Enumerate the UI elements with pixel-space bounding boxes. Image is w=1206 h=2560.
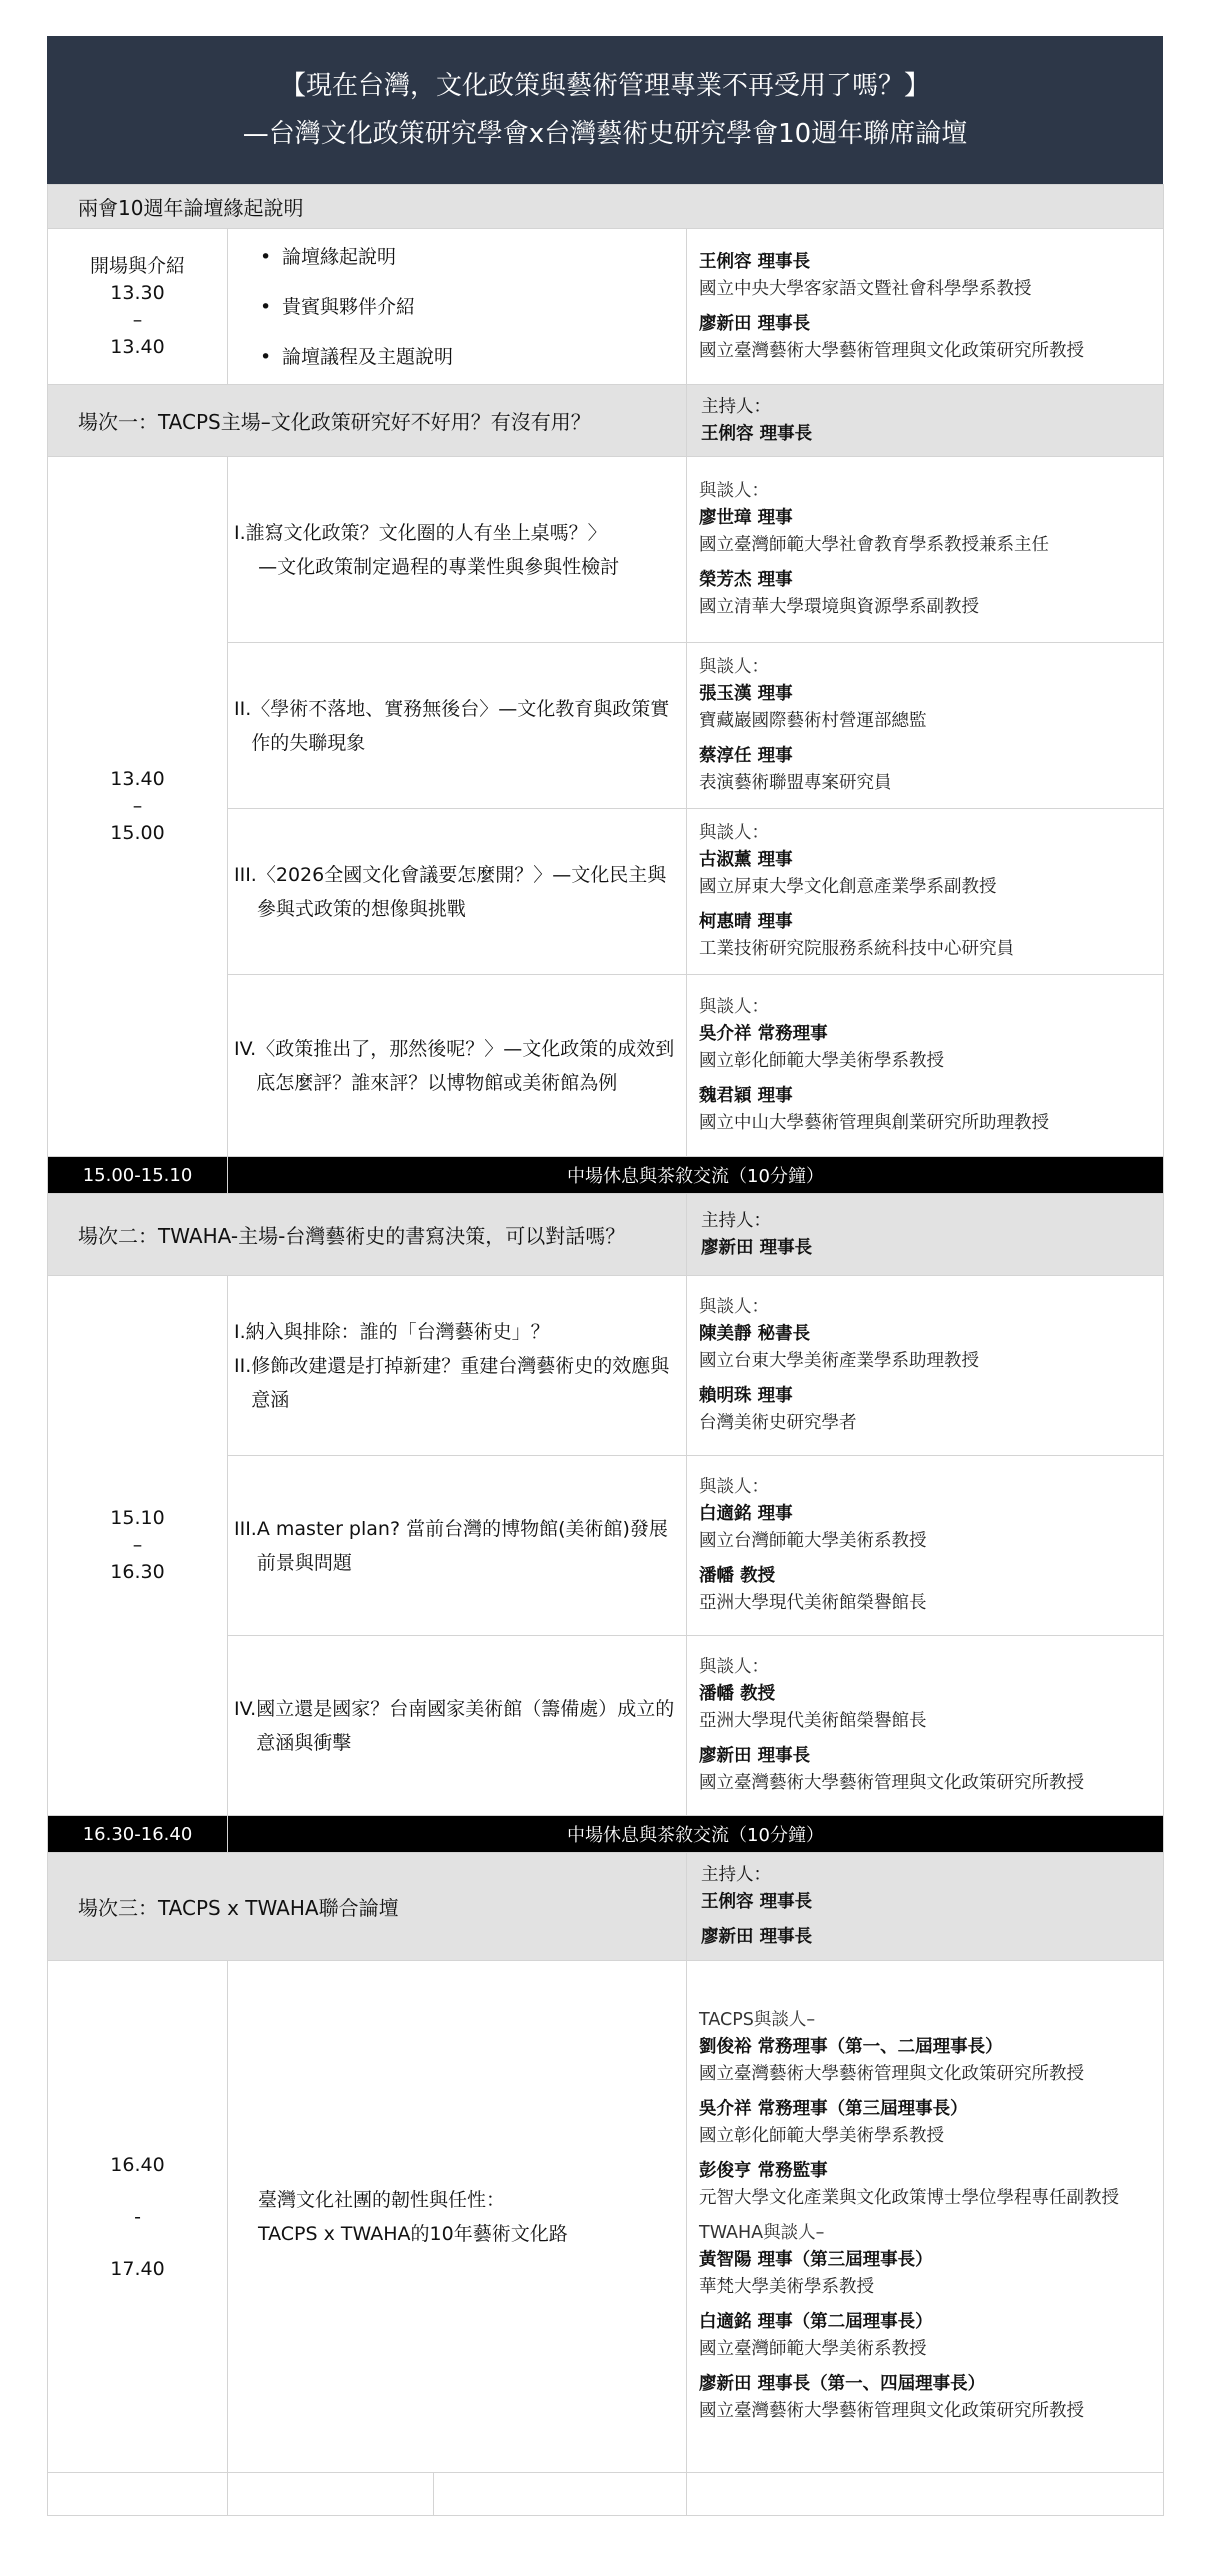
time-dash: – xyxy=(132,1534,143,1556)
section-header-session2 xyxy=(48,1194,1164,1276)
speaker-name: 吳介祥 常務理事（第三屆理事長） xyxy=(699,2098,968,2119)
opening-speakers xyxy=(687,229,1164,385)
topic-line xyxy=(234,1032,678,1100)
speaker-affiliation: 亞洲大學現代美術館榮譽館長 xyxy=(699,1593,927,1613)
speaker-name: 魏君穎 理事 xyxy=(699,1086,793,1106)
opening-row xyxy=(48,229,1164,385)
time-dash: – xyxy=(132,308,143,331)
break-row xyxy=(48,1157,1164,1194)
section-header-session1 xyxy=(48,385,1164,457)
session-label: 場次二：TWAHA-主場-台灣藝術史的書寫決策，可以對話嗎？ xyxy=(48,1194,687,1276)
speaker-name: 吳介祥 常務理事 xyxy=(699,1024,828,1044)
speaker-name: 潘幡 教授 xyxy=(699,1684,776,1704)
empty-row xyxy=(48,2473,1164,2516)
speaker-affiliation: 國立臺灣師範大學美術系教授 xyxy=(699,2338,927,2359)
time-label: 開場與介紹 xyxy=(89,254,185,277)
topic-line xyxy=(234,516,678,550)
speaker-name: 廖世璋 理事 xyxy=(699,508,793,528)
time-start: 16.40 xyxy=(110,2153,165,2176)
topic-marker: IV. xyxy=(234,1037,257,1060)
agenda-bullet-item: • 貴賓與夥伴介紹 xyxy=(260,282,686,332)
panelist-label: 與談人： xyxy=(699,481,769,501)
topic-line: 臺灣文化社團的韌性與任性： xyxy=(258,2188,506,2211)
topic-text: —文化政策制定過程的專業性與參與性檢討 xyxy=(234,555,620,578)
break-label: 中場休息與茶敘交流（10分鐘） xyxy=(228,1816,1164,1853)
speaker-name: 蔡淳任 理事 xyxy=(699,746,793,766)
speaker-name: 白適銘 理事 xyxy=(699,1504,793,1524)
time-cell xyxy=(48,1276,228,1816)
speaker-affiliation: 國立清華大學環境與資源學系副教授 xyxy=(699,597,979,617)
speaker-affiliation: 國立臺灣藝術大學藝術管理與文化政策研究所教授 xyxy=(699,1773,1084,1793)
break-row xyxy=(48,1816,1164,1853)
time-dash: - xyxy=(134,2205,141,2228)
panelist-list xyxy=(699,2034,1155,2212)
topic-line xyxy=(234,1692,678,1760)
speaker-name: 王俐容 理事長 xyxy=(699,251,811,272)
speaker-affiliation: 國立台灣師範大學美術系教授 xyxy=(699,1531,927,1551)
speaker-name: 潘幡 教授 xyxy=(699,1566,776,1586)
topic-marker: III. xyxy=(234,1517,257,1540)
agenda-bullet-item: • 論壇緣起說明 xyxy=(260,232,686,282)
host-label: 主持人： xyxy=(701,396,771,417)
speaker-affiliation: 台灣美術史研究學者 xyxy=(699,1413,857,1433)
speaker-name: 陳美靜 秘書長 xyxy=(699,1324,811,1344)
speaker-name: 柯惠晴 理事 xyxy=(699,912,793,932)
agenda-bullet-item: • 論壇議程及主題說明 xyxy=(260,332,686,382)
speaker-affiliation: 亞洲大學現代美術館榮譽館長 xyxy=(699,1711,927,1731)
speaker-affiliation: 國立中山大學藝術管理與創業研究所助理教授 xyxy=(699,1113,1049,1133)
speaker-name: 榮芳杰 理事 xyxy=(699,570,793,590)
session-host xyxy=(687,1194,1164,1276)
speaker-name: 白適銘 理事（第二屆理事長） xyxy=(699,2311,933,2332)
topic-marker: II. xyxy=(234,697,252,720)
empty-cell xyxy=(228,2473,687,2516)
speaker-affiliation: 國立臺灣師範大學社會教育學系教授兼系主任 xyxy=(699,535,1049,555)
session-label: 場次三：TACPS x TWAHA聯合論壇 xyxy=(48,1853,687,1961)
topic-line: TACPS x TWAHA的10年藝術文化路 xyxy=(258,2222,568,2245)
session-label: 場次一：TACPS主場–文化政策研究好不好用？有沒有用？ xyxy=(48,385,687,457)
section-label: 兩會10週年論壇緣起說明 xyxy=(48,185,1164,229)
panelist-cell xyxy=(687,1456,1164,1636)
break-label: 中場休息與茶敘交流（10分鐘） xyxy=(228,1157,1164,1194)
panelist-cell xyxy=(687,1636,1164,1816)
section-header-session3 xyxy=(48,1853,1164,1961)
host-name: 廖新田 理事長 xyxy=(701,1237,813,1258)
panel-group-label: TWAHA與談人– xyxy=(699,2222,825,2243)
time-cell xyxy=(48,1961,228,2473)
topic-line xyxy=(234,1512,678,1580)
speaker-affiliation: 工業技術研究院服務系統科技中心研究員 xyxy=(699,939,1014,959)
topic-cell xyxy=(228,975,687,1157)
panelist-label: 與談人： xyxy=(699,657,769,677)
topic-line xyxy=(234,858,678,926)
speaker-name: 劉俊裕 常務理事（第一、二屆理事長） xyxy=(699,2036,1003,2057)
time-end: 13.40 xyxy=(110,335,165,358)
empty-cell xyxy=(48,2473,228,2516)
time-end: 16.30 xyxy=(110,1561,165,1583)
panelist-list xyxy=(699,2247,1155,2425)
break-time: 16.30-16.40 xyxy=(48,1816,228,1853)
topic-text: 誰寫文化政策？文化圈的人有坐上桌嗎？〉 xyxy=(245,521,607,544)
section-header-opening xyxy=(48,185,1164,229)
speaker-affiliation: 國立臺灣藝術大學藝術管理與文化政策研究所教授 xyxy=(699,2063,1084,2084)
opening-bullet-list xyxy=(228,232,686,382)
time-start: 15.10 xyxy=(110,1507,165,1529)
speaker-affiliation: 國立彰化師範大學美術學系教授 xyxy=(699,2125,944,2146)
topic-cell xyxy=(228,1456,687,1636)
topic-text: 國立還是國家？台南國家美術館（籌備處）成立的意涵與衝擊 xyxy=(256,1697,675,1754)
speaker-affiliation: 華梵大學美術學系教授 xyxy=(699,2276,874,2297)
host-name: 廖新田 理事長 xyxy=(701,1927,813,1947)
speaker-name: 古淑薰 理事 xyxy=(699,850,793,870)
panelist-label: 與談人： xyxy=(699,1657,769,1677)
speaker-name: 黃智陽 理事（第三屆理事長） xyxy=(699,2249,933,2270)
speaker-affiliation: 表演藝術聯盟專案研究員 xyxy=(699,773,892,793)
topic-text: 〈2026全國文化會議要怎麼開？〉—文化民主與參與式政策的想像與挑戰 xyxy=(256,863,667,920)
panelist-label: 與談人： xyxy=(699,823,769,843)
topic-cell xyxy=(228,809,687,975)
speaker-name: 廖新田 理事長（第一、四屆理事長） xyxy=(699,2373,986,2394)
speaker-affiliation: 國立中央大學客家語文暨社會科學學系教授 xyxy=(699,278,1032,299)
title-line-1: 【現在台灣，文化政策與藝術管理專業不再受用了嗎？】 xyxy=(279,71,930,101)
speaker-name: 彭俊亨 常務監事 xyxy=(699,2160,828,2181)
host-label: 主持人： xyxy=(701,1210,771,1231)
panelist-cell xyxy=(687,975,1164,1157)
break-time: 15.00-15.10 xyxy=(48,1157,228,1194)
topic-line xyxy=(234,1349,678,1417)
time-end: 15.00 xyxy=(110,822,165,844)
topic-text: 〈政策推出了，那然後呢？〉—文化政策的成效到底怎麼評？誰來評？以博物館或美術館為例 xyxy=(256,1037,675,1094)
topic-cell xyxy=(228,1636,687,1816)
speaker-affiliation: 國立彰化師範大學美術學系教授 xyxy=(699,1051,944,1071)
panelist-label: 與談人： xyxy=(699,1477,769,1497)
speaker-name: 張玉漢 理事 xyxy=(699,684,793,704)
title-line-2: —台灣文化政策研究學會x台灣藝術史研究學會10週年聯席論壇 xyxy=(242,119,968,149)
speaker-affiliation: 寶藏巖國際藝術村營運部總監 xyxy=(699,711,927,731)
speaker-affiliation: 國立台東大學美術產業學系助理教授 xyxy=(699,1351,979,1371)
speaker-affiliation: 國立屏東大學文化創意產業學系副教授 xyxy=(699,877,997,897)
agenda-sheet xyxy=(47,36,1163,2540)
opening-agenda xyxy=(228,229,687,385)
panel-group-label: TACPS與談人– xyxy=(699,2009,816,2030)
topic-marker: I. xyxy=(234,1320,246,1343)
time-end: 17.40 xyxy=(110,2257,165,2280)
topic-marker: II. xyxy=(234,1354,252,1377)
topic-line xyxy=(234,692,678,760)
time-dash: – xyxy=(132,795,143,817)
topic-cell xyxy=(228,457,687,643)
time-start: 13.30 xyxy=(110,281,165,304)
host-label: 主持人： xyxy=(701,1865,771,1885)
topic-cell xyxy=(228,643,687,809)
speaker-affiliation: 國立臺灣藝術大學藝術管理與文化政策研究所教授 xyxy=(699,340,1084,361)
host-name: 王俐容 理事長 xyxy=(701,1892,813,1912)
topic-text: 修飾改建還是打掉新建？重建台灣藝術史的效應與意涵 xyxy=(251,1354,670,1411)
time-cell xyxy=(48,457,228,1157)
panelist-cell xyxy=(687,457,1164,643)
topic-line xyxy=(234,1315,678,1349)
joint-forum-row xyxy=(48,1961,1164,2473)
time-start: 13.40 xyxy=(110,768,165,790)
panelist-cell xyxy=(687,809,1164,975)
panelist-label: 與談人： xyxy=(699,997,769,1017)
topic-marker: I. xyxy=(234,521,246,544)
panelist-cell xyxy=(687,643,1164,809)
speaker-affiliation: 國立臺灣藝術大學藝術管理與文化政策研究所教授 xyxy=(699,2400,1084,2421)
speaker-name: 廖新田 理事長 xyxy=(699,1746,811,1766)
agenda-title xyxy=(47,36,1163,184)
speaker-name: 廖新田 理事長 xyxy=(699,313,811,334)
session-host xyxy=(687,385,1164,457)
speaker-affiliation: 元智大學文化產業與文化政策博士學位學程專任副教授 xyxy=(699,2187,1119,2208)
agenda-table xyxy=(47,184,1164,2516)
topic-row xyxy=(48,1276,1164,1456)
topic-marker: III. xyxy=(234,863,257,886)
topic-text: 納入與排除：誰的「台灣藝術史」？ xyxy=(245,1320,550,1343)
topic-text: 〈學術不落地、實務無後台〉—文化教育與政策實作的失聯現象 xyxy=(251,697,670,754)
panelist-cell xyxy=(687,1961,1164,2473)
topic-text: A master plan? 當前台灣的博物館(美術館)發展前景與問題 xyxy=(256,1517,668,1574)
panelist-cell xyxy=(687,1276,1164,1456)
topic-marker: IV. xyxy=(234,1697,257,1720)
session-host xyxy=(687,1853,1164,1961)
empty-cell xyxy=(687,2473,1164,2516)
panelist-label: 與談人： xyxy=(699,1297,769,1317)
topic-cell xyxy=(228,1961,687,2473)
topic-row xyxy=(48,457,1164,643)
topic-cell xyxy=(228,1276,687,1456)
host-name: 王俐容 理事長 xyxy=(701,423,813,444)
topic-line xyxy=(234,550,678,584)
time-cell xyxy=(48,229,228,385)
speaker-name: 賴明珠 理事 xyxy=(699,1386,793,1406)
